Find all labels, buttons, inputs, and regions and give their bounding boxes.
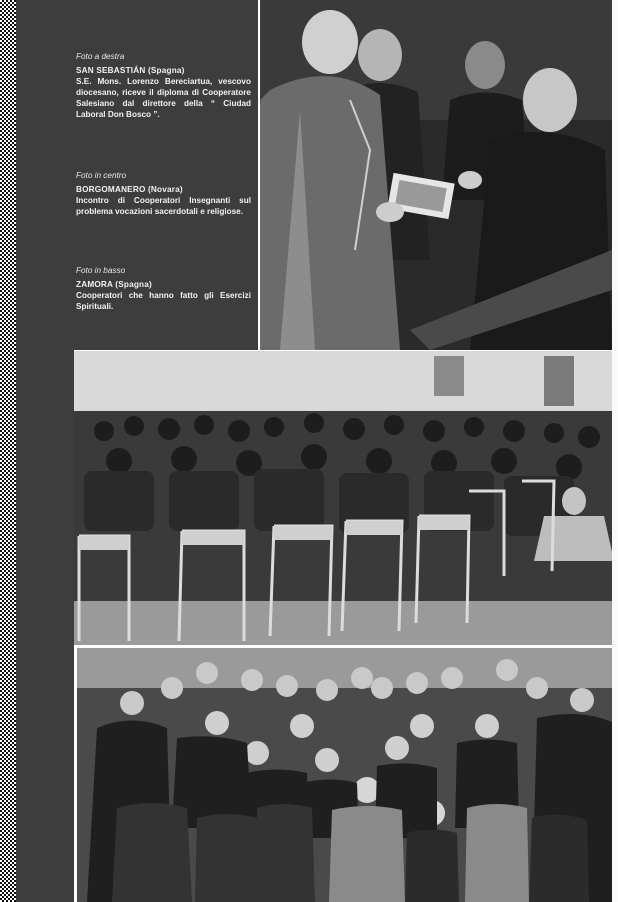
caption-photo-bottom — [76, 265, 251, 312]
page-right-edge — [612, 0, 618, 902]
caption-body — [76, 279, 251, 312]
caption-photo-center — [76, 170, 251, 217]
caption-label: Foto in centro — [76, 171, 127, 180]
caption-text: Cooperatori che hanno fatto gli Esercizi Spirituali. — [76, 291, 251, 311]
caption-photo-right — [76, 51, 251, 120]
caption-place: ZAMORA (Spagna) — [76, 280, 152, 289]
caption-body — [76, 65, 251, 120]
caption-body — [76, 184, 251, 217]
checkered-margin-strip — [0, 0, 16, 902]
photo-diploma-ceremony — [260, 0, 612, 350]
caption-place: SAN SEBASTIÁN (Spagna) — [76, 66, 185, 75]
caption-panel — [16, 0, 258, 350]
caption-label: Foto a destra — [76, 52, 125, 61]
caption-text: S.E. Mons. Lorenzo Bereciartua, vescovo diocesano, riceve il diploma di Cooperatore Salesiano dal direttore della “ Ciudad Laboral Don Bosco ”. — [76, 77, 251, 119]
caption-text: Incontro di Cooperatori Insegnanti sul problema vocazioni sacerdotali e religiose. — [76, 196, 251, 216]
caption-label: Foto in basso — [76, 266, 126, 275]
caption-place: BORGOMANERO (Novara) — [76, 185, 183, 194]
photo-retreat-group — [77, 648, 614, 902]
photo-teachers-meeting — [74, 351, 614, 645]
